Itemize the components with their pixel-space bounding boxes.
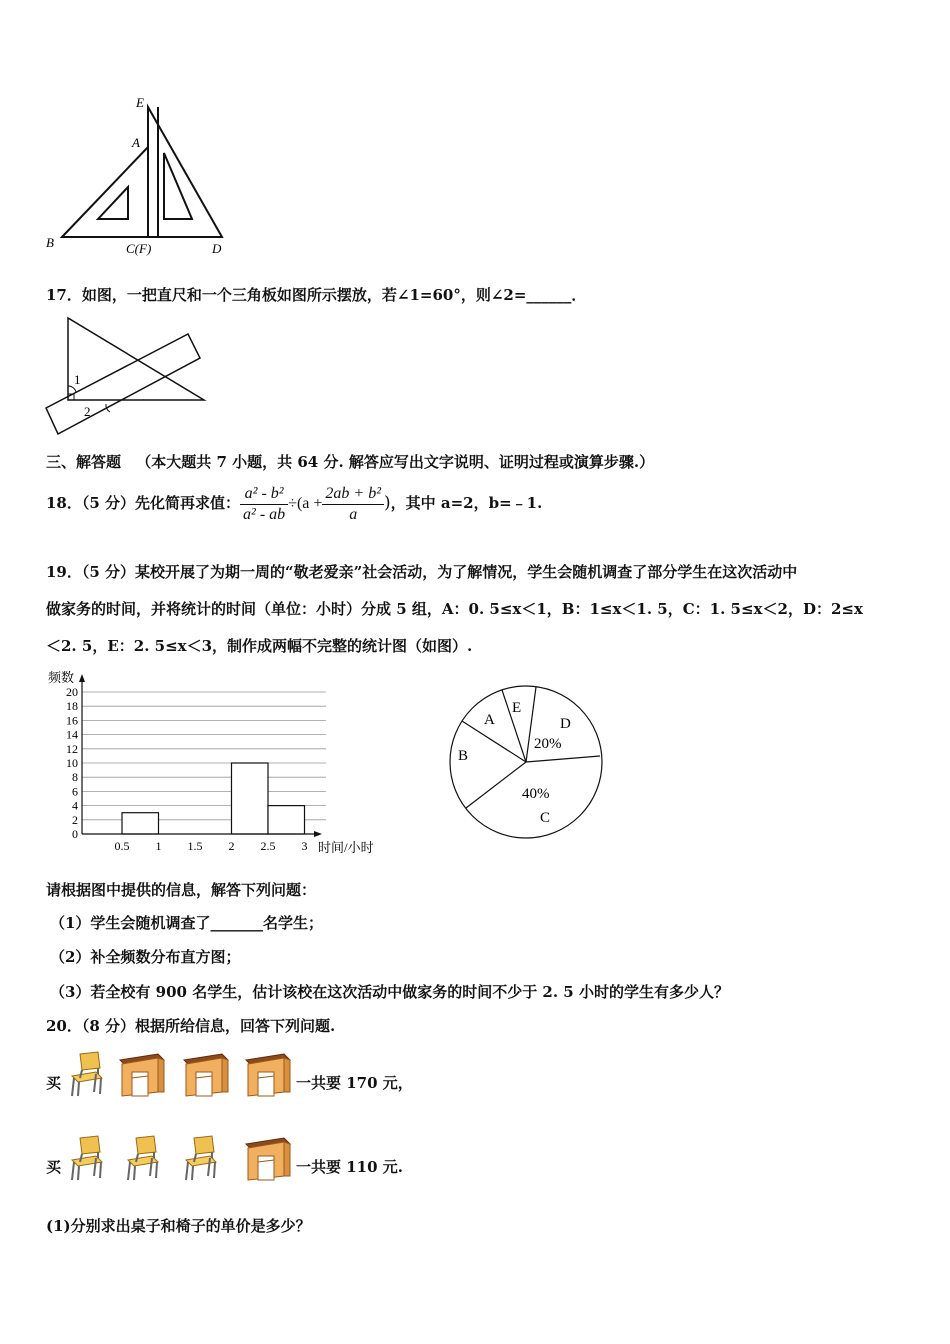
x-axis-arrow-icon xyxy=(314,831,322,837)
fraction-1-denominator: a² - ab xyxy=(243,505,286,523)
histogram-y-tick-label: 16 xyxy=(66,713,78,728)
ruler-triangle-figure-17 xyxy=(40,312,220,442)
buy-row-1-suffix: 一共要 170 元， xyxy=(296,1074,413,1092)
histogram-y-tick-label: 0 xyxy=(72,827,78,841)
pie-label-B: B xyxy=(458,748,469,764)
histogram-y-label: 频数 xyxy=(48,670,75,685)
section-3-desc: （本大题共 7 小题，共 64 分. 解答应写出文字说明、证明过程或演算步骤.） xyxy=(136,453,655,471)
histogram-y-tick-label: 8 xyxy=(72,770,78,785)
question-20-sub-1: (1)分别求出桌子和椅子的单价是多少？ xyxy=(46,1217,311,1235)
question-19-sub-3: （3）若全校有 900 名学生，估计该校在这次活动中做家务的时间不少于 2. 5 小时的学生有多少人？ xyxy=(50,983,729,1001)
section-3-heading xyxy=(46,452,654,472)
histogram-y-tick-label: 2 xyxy=(72,812,78,827)
y-axis-arrow-icon xyxy=(79,674,85,682)
chair-icon xyxy=(180,1134,220,1182)
fraction-1 xyxy=(240,484,288,525)
frequency-histogram xyxy=(44,668,394,860)
angle-2-label: 2 xyxy=(84,404,91,419)
histogram-y-tick-label: 14 xyxy=(66,727,78,742)
histogram-bar xyxy=(122,813,159,834)
q18-suffix: ，其中 a=2，b=﹣1. xyxy=(390,494,543,512)
histogram-y-tick-label: 10 xyxy=(66,756,78,770)
desk-icon xyxy=(244,1052,292,1098)
desk-icon xyxy=(182,1052,230,1098)
fraction-2 xyxy=(322,484,384,525)
q18-prefix: 18．（5 分）先化简再求值： xyxy=(46,494,241,512)
question-19-intro: 请根据图中提供的信息，解答下列问题： xyxy=(46,881,317,899)
histogram-y-tick-label: 4 xyxy=(72,798,78,813)
histogram-y-tick-label: 6 xyxy=(72,784,78,799)
label-B: B xyxy=(46,235,54,250)
buy-row-1-prefix: 买 xyxy=(46,1074,62,1092)
fraction-2-denominator: a xyxy=(349,505,358,523)
label-D: D xyxy=(212,241,222,256)
pie-label-E: E xyxy=(512,700,522,716)
question-19-sub-2: （2）补全频数分布直方图； xyxy=(50,948,241,966)
desk-icon xyxy=(244,1136,292,1182)
fraction-2-numerator: 2ab + b² xyxy=(322,484,384,505)
pie-label-D: D xyxy=(560,716,571,732)
histogram-y-tick-label: 12 xyxy=(66,741,78,756)
question-19-sub-1: （1）学生会随机调查了_______名学生； xyxy=(50,914,323,932)
histogram-y-tick-label: 20 xyxy=(66,685,78,699)
question-18 xyxy=(46,480,542,530)
question-19-line-1: 19．（5 分）某校开展了为期一周的“敬老爱亲”社会活动，为了解情况，学生会随机调查了部分学生在这次活动中 xyxy=(46,563,798,581)
histogram-bar xyxy=(268,806,305,834)
question-19-line-2: 做家务的时间，并将统计的时间（单位：小时）分成 5 组，A：0. 5≤x＜1，B：1≤x＜1. 5，C：1. 5≤x＜2，D：2≤x xyxy=(46,600,863,618)
histogram-x-tick-label: 2.5 xyxy=(260,839,276,853)
histogram-y-tick-label: 18 xyxy=(66,699,78,714)
chair-icon xyxy=(66,1134,106,1182)
histogram-bar xyxy=(232,763,269,834)
pie-percent-C: 40% xyxy=(522,786,550,802)
chair-icon xyxy=(122,1134,162,1182)
section-3-title: 三、解答题 xyxy=(46,453,122,471)
histogram-x-tick-label: 3 xyxy=(301,839,308,853)
label-E: E xyxy=(136,95,144,110)
histogram-x-tick-label: 1.5 xyxy=(187,839,203,853)
buy-row-2-prefix: 买 xyxy=(46,1158,62,1176)
angle-1-label: 1 xyxy=(74,372,81,387)
q18-close-paren: ) xyxy=(384,493,391,513)
fraction-1-numerator: a² - b² xyxy=(240,484,288,505)
label-A: A xyxy=(132,135,140,150)
question-19-line-3: ＜2. 5，E：2. 5≤x＜3，制作成两幅不完整的统计图（如图）. xyxy=(46,637,473,655)
buy-row-2-suffix: 一共要 110 元. xyxy=(296,1158,403,1176)
triangle-figure-16 xyxy=(40,95,240,260)
q18-divide: ÷(a + xyxy=(288,495,323,512)
chair-icon xyxy=(66,1050,106,1098)
pie-chart xyxy=(440,682,610,844)
question-17: 17．如图，一把直尺和一个三角板如图所示摆放，若∠1=60°，则∠2=______． xyxy=(46,286,587,304)
question-20-title: 20．（8 分）根据所给信息，回答下列问题. xyxy=(46,1017,336,1035)
pie-percent-D: 20% xyxy=(534,736,562,752)
histogram-x-label: 时间/小时 xyxy=(318,840,374,855)
desk-icon xyxy=(118,1052,166,1098)
histogram-x-tick-label: 1 xyxy=(155,839,162,853)
pie-label-C: C xyxy=(540,810,551,826)
histogram-x-tick-label: 0.5 xyxy=(114,839,130,853)
pie-label-A: A xyxy=(484,712,495,728)
histogram-x-tick-label: 2 xyxy=(228,839,235,853)
label-CF: C(F) xyxy=(126,241,152,256)
